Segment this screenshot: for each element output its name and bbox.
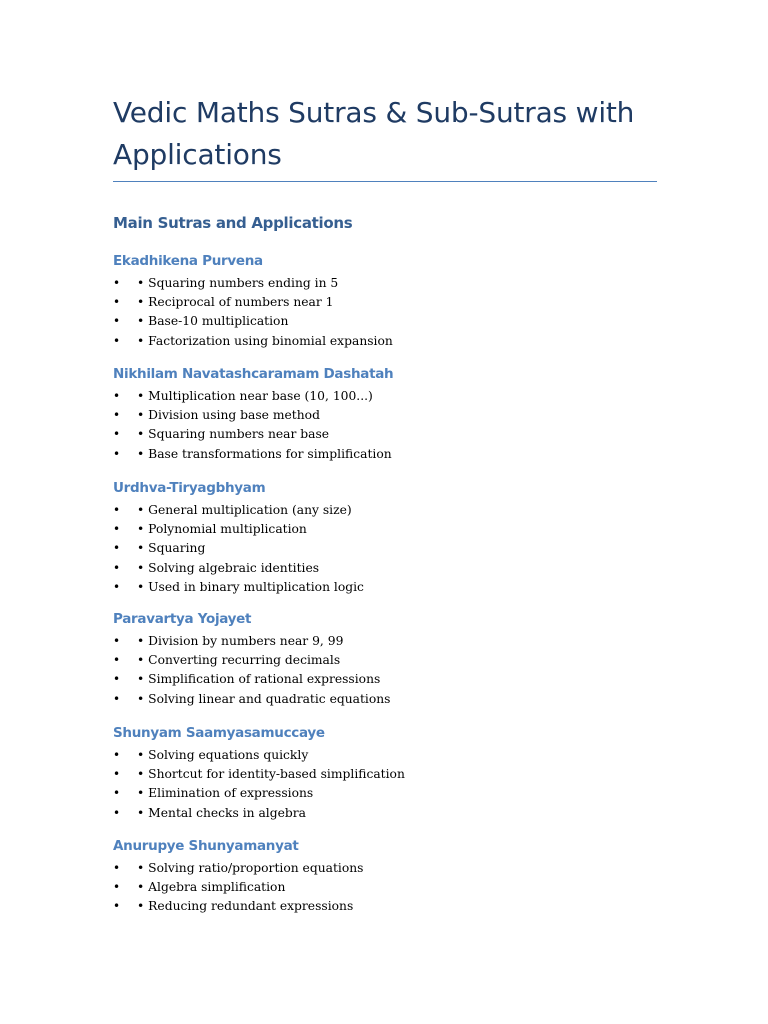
list-item-text: • Shortcut for identity-based simplification — [137, 767, 405, 782]
bullet-icon: • — [113, 389, 121, 403]
section-heading: Shunyam Saamyasamuccaye — [113, 725, 325, 741]
section-heading: Nikhilam Navatashcaramam Dashatah — [113, 366, 394, 382]
bullet-icon: • — [113, 522, 121, 537]
list-item — [113, 501, 673, 520]
bullet-icon: • — [113, 653, 121, 668]
list-item-text: • Used in binary multiplication logic — [137, 579, 364, 594]
list-item-text: • Division using base method — [137, 408, 320, 423]
list-item — [113, 690, 673, 709]
section-heading: Paravartya Yojayet — [113, 611, 252, 627]
list-item — [113, 878, 673, 897]
list-item-text: • Reciprocal of numbers near 1 — [137, 295, 334, 310]
list-item-text: • Division by numbers near 9, 99 — [137, 634, 344, 648]
list-item-text: • Base transformations for simplification — [137, 446, 392, 461]
section-anurupye-shunyamanyat — [113, 837, 673, 917]
list-item — [113, 387, 673, 406]
bullet-icon: • — [113, 541, 121, 556]
list-item — [113, 406, 673, 425]
list-item-text: • Base-10 multiplication — [137, 314, 289, 329]
bullet-icon: • — [113, 503, 121, 517]
bullet-list — [113, 274, 673, 351]
list-item — [113, 445, 673, 464]
section-shunyam-saamyasamuccaye — [113, 724, 673, 823]
list-item — [113, 332, 673, 351]
bullet-icon: • — [113, 560, 121, 575]
bullet-icon: • — [113, 579, 121, 594]
bullet-icon: • — [113, 672, 121, 687]
list-item-text: • Solving ratio/proportion equations — [137, 861, 364, 875]
bullet-icon: • — [113, 880, 121, 895]
bullet-icon: • — [113, 691, 121, 706]
list-item — [113, 559, 673, 578]
list-item-text: • Simplification of rational expressions — [137, 672, 381, 687]
list-item-text: • Solving linear and quadratic equations — [137, 691, 391, 706]
section-nikhilam — [113, 365, 673, 464]
bullet-list — [113, 746, 673, 823]
list-item-text: • Solving equations quickly — [137, 748, 309, 762]
list-item — [113, 670, 673, 689]
list-item — [113, 274, 673, 293]
list-item — [113, 632, 673, 651]
bullet-icon: • — [113, 446, 121, 461]
main-heading: Main Sutras and Applications — [113, 214, 353, 232]
bullet-list — [113, 859, 673, 917]
list-item — [113, 859, 673, 878]
list-item-text: • General multiplication (any size) — [137, 503, 352, 517]
bullet-icon: • — [113, 861, 121, 875]
bullet-icon: • — [113, 767, 121, 782]
bullet-list — [113, 632, 673, 709]
bullet-icon: • — [113, 295, 121, 310]
bullet-icon: • — [113, 786, 121, 801]
bullet-icon: • — [113, 408, 121, 423]
list-item-text: • Squaring numbers ending in 5 — [137, 276, 339, 290]
bullet-icon: • — [113, 314, 121, 329]
bullet-icon: • — [113, 634, 121, 648]
list-item — [113, 312, 673, 331]
list-item-text: • Squaring — [137, 541, 206, 556]
list-item-text: • Elimination of expressions — [137, 786, 314, 801]
list-item — [113, 765, 673, 784]
document-title: Vedic Maths Sutras & Sub-Sutras with Applications — [113, 96, 635, 171]
bullet-icon: • — [113, 805, 121, 820]
list-item-text: • Reducing redundant expressions — [137, 899, 354, 914]
list-item-text: • Algebra simplification — [137, 880, 286, 895]
list-item-text: • Factorization using binomial expansion — [137, 333, 393, 348]
list-item — [113, 578, 673, 597]
bullet-list — [113, 387, 673, 464]
list-item — [113, 804, 673, 823]
list-item — [113, 520, 673, 539]
list-item-text: • Multiplication near base (10, 100...) — [137, 389, 373, 403]
section-urdhva-tiryagbhyam — [113, 479, 673, 597]
list-item-text: • Converting recurring decimals — [137, 653, 341, 668]
list-item — [113, 651, 673, 670]
list-item — [113, 897, 673, 916]
list-item-text: • Polynomial multiplication — [137, 522, 307, 537]
bullet-icon: • — [113, 333, 121, 348]
list-item — [113, 746, 673, 765]
section-heading: Anurupye Shunyamanyat — [113, 838, 299, 854]
list-item-text: • Solving algebraic identities — [137, 560, 320, 575]
list-item — [113, 539, 673, 558]
section-paravartya-yojayet — [113, 610, 673, 709]
list-item-text: • Mental checks in algebra — [137, 805, 306, 820]
list-item-text: • Squaring numbers near base — [137, 427, 330, 442]
list-item — [113, 784, 673, 803]
bullet-list — [113, 501, 673, 597]
bullet-icon: • — [113, 427, 121, 442]
section-ekadhikena-purvena — [113, 252, 673, 351]
bullet-icon: • — [113, 748, 121, 762]
bullet-icon: • — [113, 276, 121, 290]
list-item — [113, 425, 673, 444]
title-underline — [113, 181, 657, 182]
bullet-icon: • — [113, 899, 121, 914]
section-heading: Ekadhikena Purvena — [113, 253, 263, 269]
list-item — [113, 293, 673, 312]
section-heading: Urdhva-Tiryagbhyam — [113, 480, 266, 496]
